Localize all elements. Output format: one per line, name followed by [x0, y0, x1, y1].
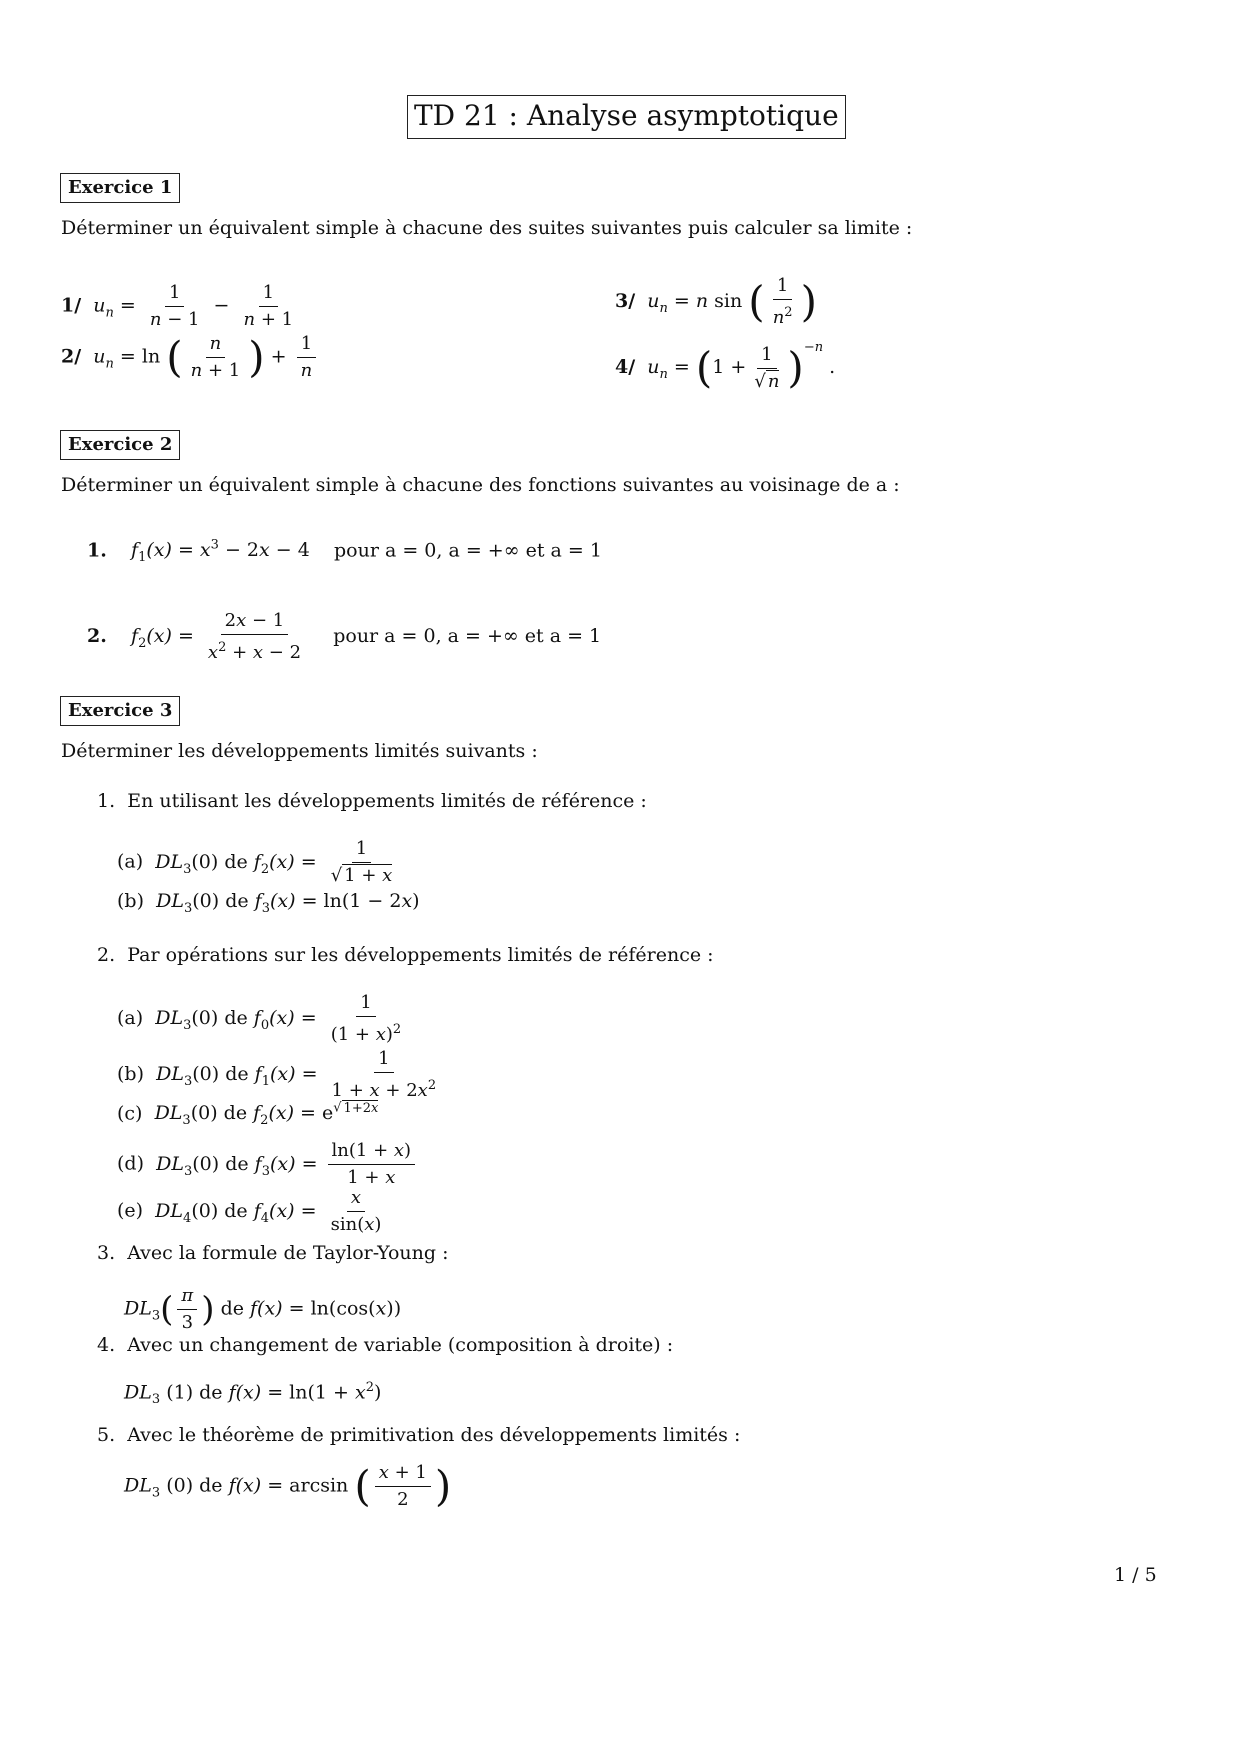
- ex3-p2-d: (d) $DL_3(0)$ de $f_3(x)$ = $\frac{\ln(1 + x)}{1 + x}$: [117, 1140, 419, 1189]
- ex3-part-1: 1. En utilisant les développements limités de référence :: [97, 790, 647, 812]
- ex1-item-1: 1/ $u_n$ = $\frac{1}{n - 1}$ − $\frac{1}{n + 1}$: [61, 282, 294, 330]
- ex3-p2-b: (b) $DL_3(0)$ de $f_1(x)$ = $\frac{1}{1 + x + 2x^2}$: [117, 1048, 437, 1101]
- ex3-p1-a: (a) $DL_3(0)$ de $f_2(x)$ = $\frac{1}{√ 1 + x}$: [117, 838, 393, 886]
- exercise-2-label: Exercice 2: [60, 430, 180, 460]
- ex2-item-1: 1. $f_1(x) = x^3 - 2x - 4$ pour a = 0, a = +∞ et a = 1: [87, 538, 602, 566]
- exercise-3-statement: Déterminer les développements limités suivants :: [61, 740, 538, 762]
- ex3-p2-c: (c) $DL_3(0)$ de $f_2(x) = e^{√ 1+2x}$: [117, 1101, 379, 1129]
- ex3-part-3: 3. Avec la formule de Taylor-Young :: [97, 1242, 449, 1264]
- ex3-p4-expr: $DL_3$ (1) de $f(x) = \ln(1 + x^2)$: [124, 1380, 382, 1408]
- exercise-1-statement: Déterminer un équivalent simple à chacune des suites suivantes puis calculer sa limite :: [61, 217, 913, 239]
- ex3-p2-a: (a) $DL_3(0)$ de $f_0(x)$ = $\frac{1}{(1 + x)^2}$: [117, 992, 402, 1045]
- page-number: 1 / 5: [1114, 1564, 1157, 1586]
- exercise-2-statement: Déterminer un équivalent simple à chacune des fonctions suivantes au voisinage de a :: [61, 474, 900, 496]
- ex3-part-5: 5. Avec le théorème de primitivation des développements limités :: [97, 1424, 741, 1446]
- ex3-part-2: 2. Par opérations sur les développements limités de référence :: [97, 944, 714, 966]
- ex2-item-2: 2. $f_2(x)$ = $\frac{2x - 1}{x^2 + x - 2}$ pour a = 0, a = +∞ et a = 1: [87, 610, 602, 663]
- ex3-p1-b: (b) $DL_3(0)$ de $f_3(x) = \ln(1 - 2x)$: [117, 890, 420, 916]
- ex1-item-2: 2/ $u_n = \ln$ ( $\frac{n}{n + 1}$ ) + $\frac{1}{n}$: [61, 333, 320, 382]
- ex1-item-4: 4/ $u_n = (1$ + $\frac{1}{√ n}$ )$^{-n}$ .: [615, 340, 836, 392]
- ex1-item-3: 3/ $u_n = n$ sin ( $\frac{1}{n^2}$ ): [615, 275, 817, 328]
- exercise-3-label: Exercice 3: [60, 696, 180, 726]
- ex3-p3-expr: $DL_3$( $\frac{\pi}{3}$ ) de f(x) = ln(cos(x)): [124, 1285, 402, 1333]
- page-title: TD 21 : Analyse asymptotique: [407, 95, 846, 139]
- ex3-p5-expr: $DL_3$ (0) de f(x) = arcsin ( $\frac{x + 1}{2}$ ): [124, 1461, 452, 1511]
- exercise-1-label: Exercice 1: [60, 173, 180, 203]
- ex3-p2-e: (e) $DL_4(0)$ de $f_4(x)$ = $\frac{x}{\sin(x)}$: [117, 1187, 382, 1235]
- ex3-part-4: 4. Avec un changement de variable (composition à droite) :: [97, 1334, 674, 1356]
